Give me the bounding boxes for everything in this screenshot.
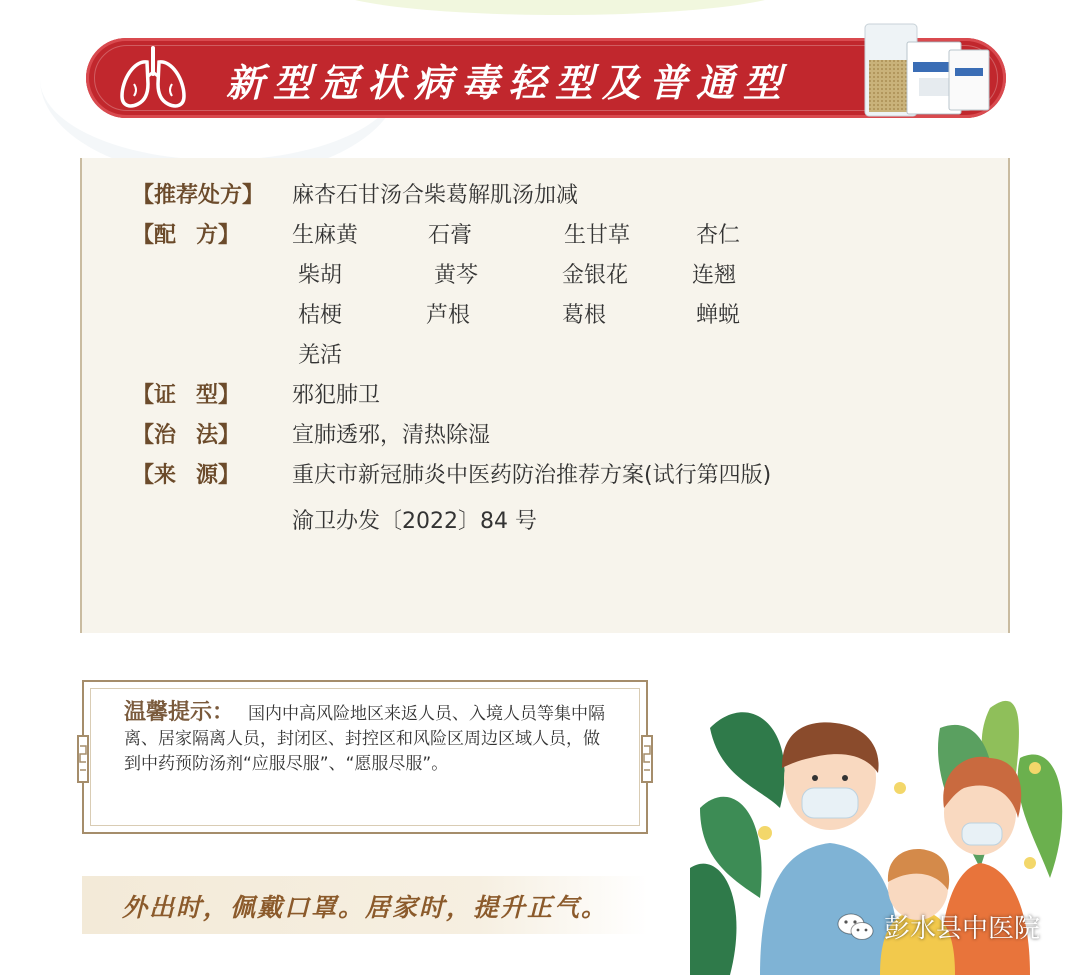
source-label: 【来 源】: [132, 463, 240, 488]
source-value-line1: 重庆市新冠肺炎中医药防治推荐方案(试行第四版): [292, 463, 772, 488]
herb-row-1: [82, 218, 1008, 248]
title-banner: [86, 38, 1006, 118]
herb: 生麻黄: [292, 223, 359, 248]
recommended-value: 麻杏石甘汤合柴葛解肌汤加减: [292, 183, 579, 208]
prescription-card: [80, 158, 1010, 633]
herb: 石膏: [428, 223, 473, 248]
herb-row-4: [82, 338, 1008, 368]
herb: 桔梗: [298, 303, 343, 328]
banner-title: 新型冠状病毒轻型及普通型: [226, 60, 791, 105]
herb: 杏仁: [696, 223, 741, 248]
right-ornament-icon: [640, 734, 654, 784]
source-value-line2: 渝卫办发〔2022〕84 号: [292, 509, 537, 534]
herb: 芦根: [426, 303, 471, 328]
slogan-text: 外出时，佩戴口罩。居家时，提升正气。: [122, 893, 609, 922]
herb: 蝉蜕: [696, 303, 741, 328]
tip-text: [124, 700, 614, 777]
herb: 连翘: [692, 263, 737, 288]
herb: 柴胡: [298, 263, 343, 288]
herb: 黄芩: [434, 263, 479, 288]
herb-row-3: [82, 298, 1008, 328]
decorative-arc: [330, 0, 790, 15]
syndrome-label: 【证 型】: [132, 383, 240, 408]
treatment-value: 宣肺透邪，清热除湿: [292, 423, 491, 448]
recommended-label: 【推荐处方】: [132, 183, 265, 208]
tip-body: 国内中高风险地区来返人员、入境人员等集中隔离、居家隔离人员，封闭区、封控区和风险区周边区域人员，做到中药预防汤剂“应服尽服”、“愿服尽服”。: [124, 704, 606, 774]
slogan-bar: [82, 876, 648, 934]
tip-box: [82, 680, 648, 834]
syndrome-value: 邪犯肺卫: [292, 383, 381, 408]
herb: 生甘草: [564, 223, 631, 248]
tip-heading: 温馨提示：: [124, 700, 235, 725]
medicine-packets-image: [861, 16, 1001, 118]
formula-label: 【配 方】: [132, 223, 240, 248]
treatment-label: 【治 法】: [132, 423, 240, 448]
herb: 葛根: [562, 303, 607, 328]
left-ornament-icon: [76, 734, 90, 784]
lungs-icon: [116, 44, 190, 112]
watermark-text: 彭水县中医院: [884, 914, 1041, 944]
herb: 金银花: [562, 263, 629, 288]
wechat-icon: [836, 912, 876, 942]
herb: 羌活: [298, 343, 343, 368]
herb-row-2: [82, 258, 1008, 288]
